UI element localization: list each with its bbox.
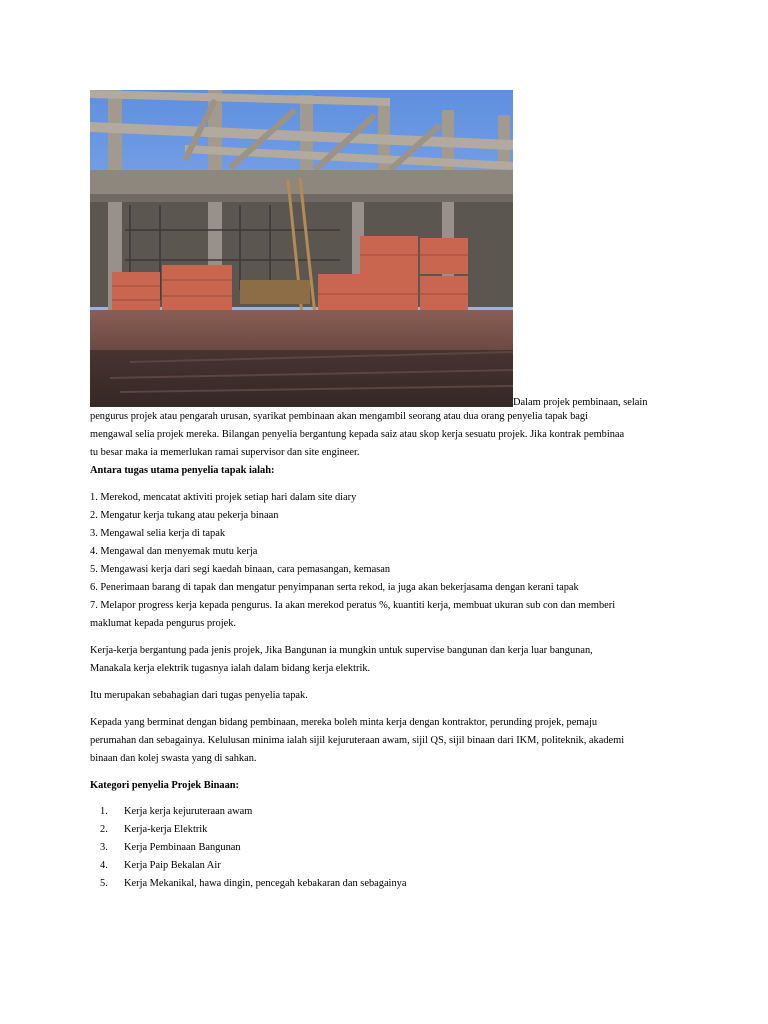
- kategori-number: 4.: [100, 860, 108, 871]
- duty-item: 6. Penerimaan barang di tapak dan mengatur penyimpanan serta rekod, ia juga akan bekerjasama dengan kerani tapak: [90, 582, 579, 593]
- kategori-text: Kerja-kerja Elektrik: [124, 824, 208, 835]
- kategori-text: Kerja Mekanikal, hawa dingin, pencegah kebakaran dan sebagainya: [124, 878, 407, 889]
- kategori-list: [90, 803, 676, 893]
- kategori-text: Kerja kerja kejuruteraan awam: [124, 806, 253, 817]
- photo-row: [90, 90, 676, 407]
- duties-heading: Antara tugas utama penyelia tapak ialah:: [90, 465, 275, 476]
- construction-site-photo: [90, 90, 513, 407]
- kategori-heading: Kategori penyelia Projek Binaan:: [90, 780, 240, 791]
- paragraph-sebahagian: Itu merupakan sebahagian dari tugas penyelia tapak.: [90, 690, 308, 701]
- document-body: [90, 90, 676, 893]
- kategori-item: [90, 857, 676, 875]
- kategori-number: 2.: [100, 824, 108, 835]
- paragraph-line: Kepada yang berminat dengan bidang pembinaan, mereka boleh minta kerja dengan kontraktor, perunding projek, pemaju: [90, 717, 598, 728]
- kategori-item: [90, 803, 676, 821]
- kategori-text: Kerja Paip Bekalan Air: [124, 860, 221, 871]
- paragraph-line: Manakala kerja elektrik tugasnya ialah dalam bidang kerja elektrik.: [90, 663, 371, 674]
- kategori-number: 1.: [100, 806, 108, 817]
- kategori-item: [90, 875, 676, 893]
- kategori-item: [90, 839, 676, 857]
- intro-line: tu besar maka ia memerlukan ramai supervisor dan site engineer.: [90, 447, 360, 458]
- intro-first-line: Dalam projek pembinaan, selain: [513, 397, 648, 408]
- duty-item-continuation: maklumat kepada pengurus projek.: [90, 618, 237, 629]
- kategori-item: [90, 821, 676, 839]
- paragraph-line: Kerja-kerja bergantung pada jenis projek, Jika Bangunan ia mungkin untuk supervise bangunan dan kerja luar bangunan,: [90, 645, 593, 656]
- intro-line: mengawal selia projek mereka. Bilangan penyelia bergantung kepada saiz atau skop kerja sesuatu projek. Jika kontrak pembinaa: [90, 429, 625, 440]
- intro-line: pengurus projek atau pengarah urusan, syarikat pembinaan akan mengambil seorang atau dua orang penyelia tapak bagi: [90, 411, 588, 422]
- kategori-number: 5.: [100, 878, 108, 889]
- duty-item: 7. Melapor progress kerja kepada pengurus. Ia akan merekod peratus %, kuantiti kerja, membuat ukuran sub con dan memberi: [90, 600, 616, 611]
- intro-paragraph: [90, 408, 676, 462]
- duty-item: 5. Mengawasi kerja dari segi kaedah binaan, cara pemasangan, kemasan: [90, 564, 391, 575]
- kategori-text: Kerja Pembinaan Bangunan: [124, 842, 241, 853]
- duty-item: 4. Mengawal dan menyemak mutu kerja: [90, 546, 258, 557]
- duty-item: 1. Merekod, mencatat aktiviti projek setiap hari dalam site diary: [90, 492, 357, 503]
- paragraph-berminat: [90, 714, 676, 768]
- paragraph-line: binaan dan kolej swasta yang di sahkan.: [90, 753, 257, 764]
- duties-list: [90, 489, 676, 633]
- duty-item: 2. Mengatur kerja tukang atau pekerja binaan: [90, 510, 279, 521]
- duty-item: 3. Mengawal selia kerja di tapak: [90, 528, 226, 539]
- kategori-number: 3.: [100, 842, 108, 853]
- paragraph-line: perumahan dan sebagainya. Kelulusan minima ialah sijil kejuruteraan awam, sijil QS, sijil binaan dari IKM, politeknik, akademi: [90, 735, 625, 746]
- paragraph-jenis-projek: [90, 642, 676, 678]
